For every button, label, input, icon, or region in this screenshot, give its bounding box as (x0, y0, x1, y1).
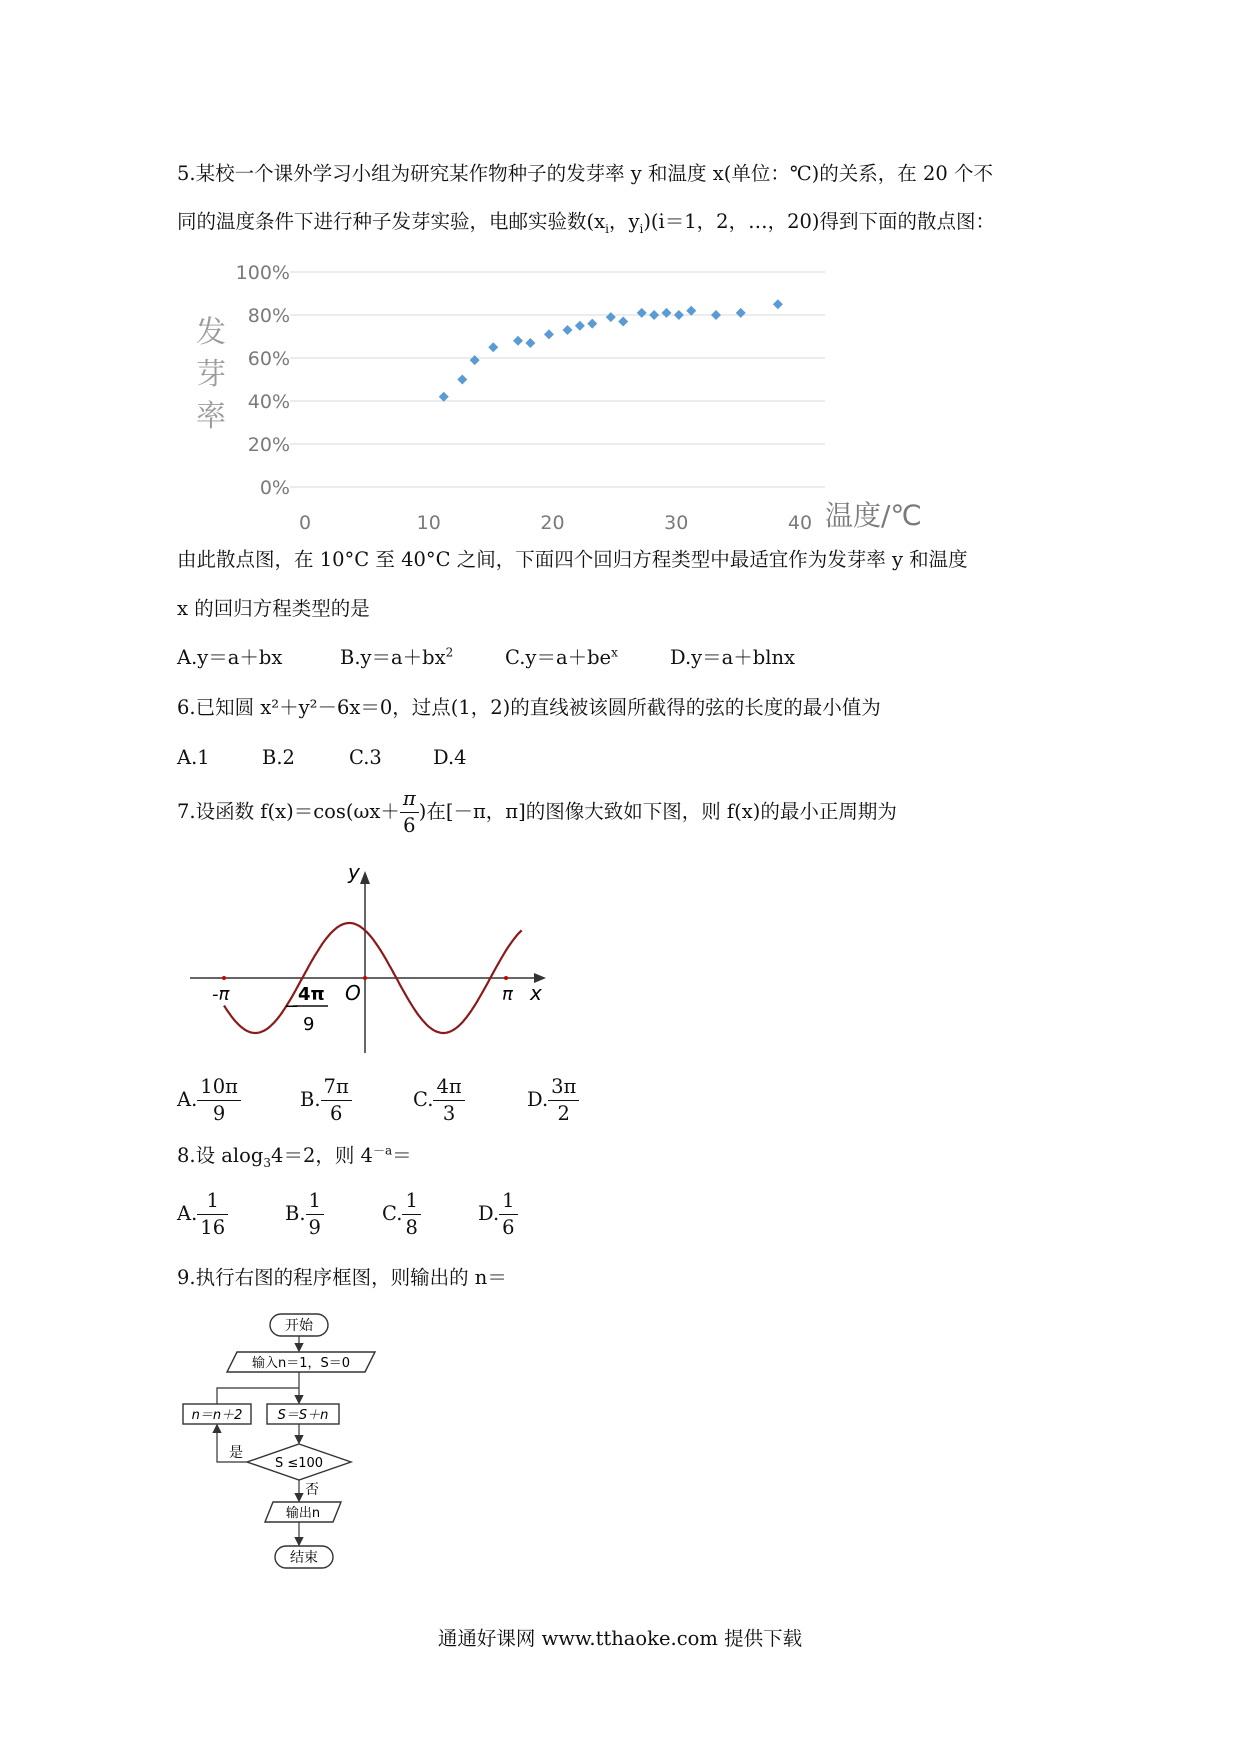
data-point (674, 310, 684, 320)
q5-option-a: A.y＝a＋bx (177, 646, 283, 669)
frac-den: 9 (308, 1216, 321, 1239)
y-tick-label: 60% (247, 348, 290, 370)
y-tick-label: 40% (247, 391, 290, 413)
q7-option-c-frac (433, 1074, 464, 1127)
frac-den: 2 (557, 1102, 570, 1125)
frac-num: 1 (197, 1188, 228, 1215)
frac-num: π (400, 786, 419, 813)
q8-option-b-frac (306, 1188, 324, 1241)
q7-option-b (300, 1074, 352, 1127)
q5-option-c (505, 644, 618, 672)
q6-stem: 6.已知圆 x²＋y²－6x＝0，过点(1，2)的直线被该圆所截得的弦的长度的最小值为 (177, 696, 881, 719)
q7-pi-over-6 (400, 786, 419, 839)
q5-text: 同的温度条件下进行种子发芽实验，电邮实验数(x (177, 210, 606, 233)
flow-end (275, 1546, 333, 1568)
frac-num: 10π (197, 1074, 241, 1101)
frac-den: 3 (442, 1102, 456, 1125)
q7-stem (177, 786, 897, 839)
q6-option-b: B.2 (262, 746, 295, 769)
flow-no-label: 否 (305, 1482, 319, 1498)
q5-stem-line1: 5.某校一个课外学习小组为研究某作物种子的发芽率 y 和温度 x(单位：℃)的关系，在 20 个不 (177, 162, 993, 185)
opt-sup: x (611, 645, 618, 660)
q7-option-a-frac (197, 1074, 241, 1127)
frac-den: 8 (405, 1216, 418, 1239)
q7-option-d-frac (548, 1074, 579, 1127)
data-point (736, 308, 746, 318)
y-axis-label-char: 率 (196, 399, 226, 434)
flowchart (175, 1310, 390, 1600)
data-point (773, 299, 783, 309)
frac-num: 3π (548, 1074, 579, 1101)
graph-y-label: y (348, 868, 360, 884)
q8-text: 4＝2，则 4 (271, 1144, 373, 1167)
q7-option-a (177, 1074, 241, 1127)
q8-option-a-frac (197, 1188, 228, 1241)
graph-pi-label: π (502, 984, 513, 1005)
y-tick-label: 20% (247, 434, 290, 456)
q5-after-line2: x 的回归方程类型的是 (177, 597, 370, 620)
data-point (606, 312, 616, 322)
cosine-graph (190, 868, 555, 1058)
data-point (575, 321, 585, 331)
flow-assign-n (183, 1404, 251, 1424)
flow-assign-s (267, 1404, 339, 1424)
frac-num: 4π (433, 1074, 464, 1101)
data-point (711, 310, 721, 320)
x-tick-label: 0 (298, 512, 312, 534)
data-point (513, 336, 523, 346)
data-point (618, 316, 628, 326)
opt-prefix: B. (285, 1202, 306, 1225)
q5-option-b (340, 644, 453, 672)
y-axis-label-char: 发 (196, 315, 226, 350)
flow-input-label: 输入n＝1，S＝0 (251, 1356, 351, 1371)
opt-prefix: B. (300, 1088, 321, 1111)
y-axis-label-char: 芽 (196, 357, 226, 392)
q5-text: )(i＝1，2，…，20)得到下面的散点图： (643, 210, 996, 233)
q5-sub: i (605, 221, 609, 236)
scatter-chart (190, 255, 970, 540)
frac-den: 9 (212, 1102, 226, 1125)
q5-option-d: D.y＝a＋blnx (670, 646, 796, 669)
data-point (525, 338, 535, 348)
q5-after-line1: 由此散点图，在 10°C 至 40°C 之间，下面四个回归方程类型中最适宜作为发芽率 y 和温度 (177, 548, 968, 571)
data-point (457, 375, 467, 385)
data-point (563, 325, 573, 335)
q7-option-c (413, 1074, 465, 1127)
y-tick-label: 0% (259, 477, 290, 499)
q6-option-c: C.3 (349, 746, 382, 769)
graph-origin-label: O (345, 981, 361, 1005)
data-point (649, 310, 659, 320)
q7-option-d (527, 1074, 579, 1127)
data-point (544, 329, 554, 339)
q8-stem (177, 1142, 412, 1170)
q7-text: 7.设函数 f(x)＝cos(ωx＋ (177, 800, 400, 823)
opt-prefix: A. (177, 1088, 198, 1111)
frac-num: 7π (321, 1074, 352, 1101)
q5-text: ，y (608, 210, 640, 233)
flow-end-label: 结束 (290, 1550, 318, 1566)
data-point (686, 306, 696, 316)
frac-num: 1 (402, 1188, 420, 1215)
flow-condition (247, 1444, 351, 1480)
opt-prefix: C. (382, 1202, 403, 1225)
x-tick-label: 40 (787, 512, 813, 534)
q8-text: 8.设 alog (177, 1144, 264, 1167)
graph-mark-num: 4π (298, 984, 325, 1005)
q8-sup: －a (372, 1143, 393, 1158)
flow-condition-label: S ≤100 (274, 1456, 324, 1471)
q6-option-a: A.1 (177, 746, 210, 769)
frac-den: 6 (403, 814, 416, 837)
opt-text: B.y＝a＋bx (340, 646, 446, 669)
y-tick-label: 100% (235, 262, 290, 284)
flow-input (227, 1352, 375, 1372)
x-tick-label: 20 (540, 512, 565, 534)
data-point (587, 319, 597, 329)
flow-start-label: 开始 (285, 1318, 313, 1334)
opt-prefix: D. (478, 1202, 500, 1225)
opt-sup: 2 (445, 645, 454, 660)
flow-output (265, 1502, 341, 1522)
flow-assign-s-label: S＝S＋n (277, 1408, 329, 1423)
frac-num: 1 (499, 1188, 517, 1215)
frac-num: 1 (306, 1188, 324, 1215)
page-footer: 通通好课网 www.tthaoke.com 提供下载 (437, 1627, 803, 1650)
q7-option-b-frac (321, 1074, 352, 1127)
flow-assign-n-label: n＝n＋2 (191, 1408, 243, 1423)
graph-x-label: x (530, 981, 542, 1005)
q8-option-b (285, 1188, 324, 1241)
q7-text: )在[－π，π]的图像大致如下图，则 f(x)的最小正周期为 (418, 800, 897, 823)
x-tick-label: 10 (416, 512, 441, 534)
frac-den: 6 (329, 1102, 343, 1125)
opt-prefix: C. (413, 1088, 434, 1111)
data-point (662, 308, 672, 318)
flow-output-label: 输出n (285, 1506, 321, 1521)
data-point (439, 392, 449, 402)
graph-neg-pi-label: -π (212, 984, 230, 1005)
data-point (470, 355, 480, 365)
opt-text: C.y＝a＋be (505, 646, 612, 669)
flow-yes-label: 是 (229, 1445, 243, 1461)
q8-sub: 3 (263, 1155, 272, 1170)
y-tick-label: 80% (247, 305, 290, 327)
q8-option-a (177, 1188, 228, 1241)
x-axis-label: 温度/℃ (825, 499, 922, 532)
q8-option-c-frac (402, 1188, 420, 1241)
flow-start (270, 1314, 328, 1336)
q8-option-d-frac (499, 1188, 517, 1241)
opt-prefix: A. (177, 1202, 198, 1225)
q8-option-c (382, 1188, 421, 1241)
x-tick-label: 30 (664, 512, 689, 534)
graph-mark-den: 9 (303, 1014, 315, 1035)
opt-prefix: D. (527, 1088, 549, 1111)
graph-mark-sign: − (284, 996, 300, 1017)
data-point (637, 308, 647, 318)
q6-option-d: D.4 (433, 746, 467, 769)
q8-text: ＝ (392, 1144, 412, 1167)
q5-stem-line2 (177, 208, 995, 236)
frac-den: 6 (502, 1216, 515, 1239)
data-point (488, 342, 498, 352)
q9-stem: 9.执行右图的程序框图，则输出的 n＝ (177, 1266, 507, 1289)
q8-option-d (478, 1188, 518, 1241)
q5-sub: i (639, 221, 644, 236)
frac-den: 16 (200, 1216, 226, 1239)
